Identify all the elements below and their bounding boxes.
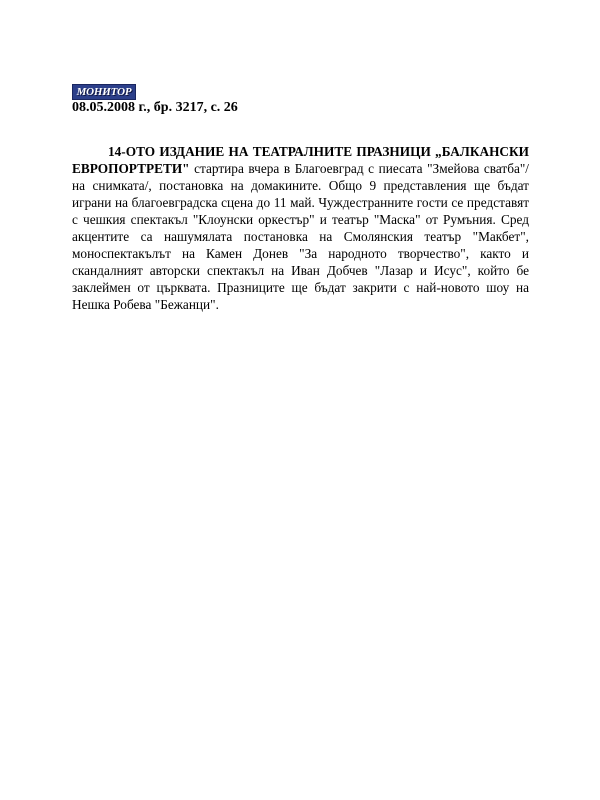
article-headline: 14-ОТО ИЗДАНИЕ НА ТЕАТРАЛНИТЕ ПРАЗНИЦИ „БАЛКАНСКИ ЕВРОПОРТРЕТИ" xyxy=(72,144,529,176)
article-body: стартира вчера в Благоевград с пиесата "Змейова сватба"/на снимката/, постановка на домакините. Общо 9 представления ще бъдат играни на благоевградска сцена до 11 май. Чуждестранните гости се представят с чешкия спектакъл "Клоунски оркестър" и театър "Маска" от Румъния. Сред акцентите са нашумялата постановка на Смолянския театър "Макбет", моноспектакълът на Камен Донев "За народното творчество", както и скандалният авторски спектакъл на Иван Добчев "Лазар и Исус", който бе заклеймен от църквата. Празниците ще бъдат закрити с най-новото шоу на Нешка Робева "Бежанци". xyxy=(72,161,529,312)
newspaper-logo xyxy=(72,84,136,100)
publication-dateline: 08.05.2008 г., бр. 3217, с. 26 xyxy=(72,100,238,115)
logo-text: МОНИТОР xyxy=(76,86,132,98)
article-paragraph xyxy=(72,143,529,313)
